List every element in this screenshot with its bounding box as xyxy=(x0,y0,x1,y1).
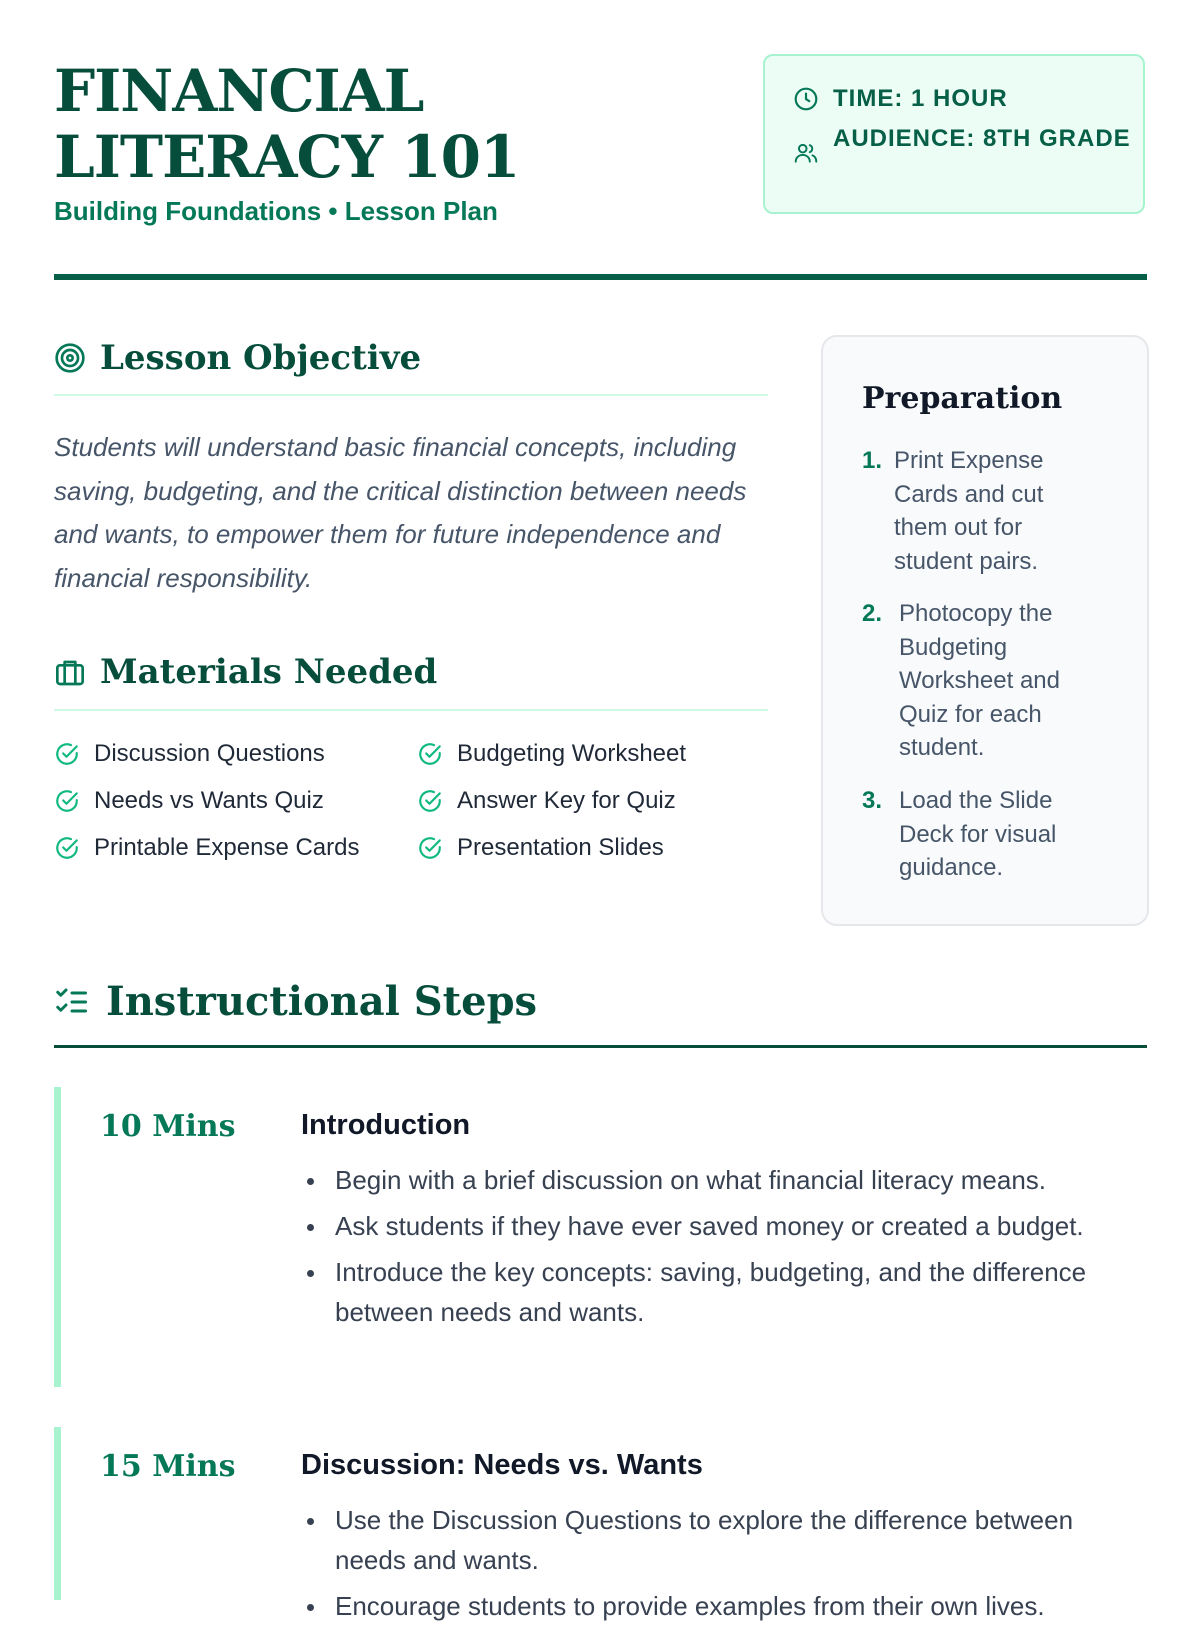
briefcase-icon xyxy=(54,656,86,688)
clock-icon xyxy=(793,86,819,112)
step-duration: 15 Mins xyxy=(100,1449,236,1484)
material-label: Answer Key for Quiz xyxy=(457,787,676,814)
steps-divider xyxy=(54,1045,1147,1048)
list-item: Ask students if they have ever saved money or created a budget. xyxy=(301,1206,1147,1246)
objective-title: Lesson Objective xyxy=(100,338,422,378)
list-item: Introduce the key concepts: saving, budgeting, and the difference between needs and wants. xyxy=(301,1252,1147,1332)
step-duration: 10 Mins xyxy=(100,1109,236,1144)
check-circle-icon xyxy=(417,835,443,861)
material-item xyxy=(54,787,324,815)
material-label: Needs vs Wants Quiz xyxy=(94,787,324,814)
step-title: Introduction xyxy=(301,1109,471,1141)
check-circle-icon xyxy=(54,788,80,814)
material-item xyxy=(417,740,686,768)
step-card xyxy=(54,1087,1147,1387)
material-item xyxy=(54,834,359,862)
objective-divider xyxy=(54,394,768,396)
preparation-number: 1. xyxy=(862,447,883,474)
material-label: Discussion Questions xyxy=(94,740,325,767)
list-item: Use the Discussion Questions to explore the difference between needs and wants. xyxy=(301,1500,1147,1580)
materials-divider xyxy=(54,709,768,711)
preparation-number: 2. xyxy=(862,600,883,627)
preparation-title: Preparation xyxy=(862,381,1063,416)
list-item: Begin with a brief discussion on what financial literacy means. xyxy=(301,1160,1147,1200)
preparation-text: Print Expense Cards and cut them out for student pairs. xyxy=(894,447,1044,575)
checklist-icon xyxy=(54,984,90,1020)
page-subtitle: Building Foundations • Lesson Plan xyxy=(54,196,498,226)
material-label: Presentation Slides xyxy=(457,834,664,861)
objective-text: Students will understand basic financial concepts, including saving, budgeting, and the critical distinction between needs and wants, to empower them for future independence and financial responsibility. xyxy=(54,432,747,593)
preparation-item xyxy=(862,784,1079,885)
target-icon xyxy=(54,342,86,374)
header-divider xyxy=(54,274,1147,280)
step-bullets xyxy=(301,1160,1147,1338)
step-accent-bar xyxy=(54,1427,61,1600)
preparation-text: Load the Slide Deck for visual guidance. xyxy=(899,787,1057,881)
material-item xyxy=(417,834,664,862)
step-title: Discussion: Needs vs. Wants xyxy=(301,1449,703,1481)
objective-heading xyxy=(54,338,421,378)
material-label: Budgeting Worksheet xyxy=(457,740,687,767)
step-card xyxy=(54,1427,1147,1621)
audience-row xyxy=(793,122,1133,166)
preparation-item xyxy=(862,597,1074,765)
materials-heading xyxy=(54,652,437,692)
steps-heading xyxy=(54,978,537,1025)
material-item xyxy=(54,740,325,768)
material-item xyxy=(417,787,676,815)
check-circle-icon xyxy=(54,835,80,861)
steps-title: Instructional Steps xyxy=(106,978,538,1025)
users-icon xyxy=(793,140,819,166)
lesson-meta-box xyxy=(763,54,1145,214)
list-item: Encourage students to provide examples from their own lives. xyxy=(301,1586,1147,1626)
time-row xyxy=(793,82,1133,115)
step-bullets xyxy=(301,1500,1147,1632)
preparation-number: 3. xyxy=(862,787,883,814)
preparation-text: Photocopy the Budgeting Worksheet and Quiz for each student. xyxy=(899,600,1060,761)
audience-label: AUDIENCE: 8TH GRADE xyxy=(833,125,1131,152)
time-label: TIME: 1 HOUR xyxy=(833,85,1008,112)
check-circle-icon xyxy=(54,741,80,767)
page-title: FINANCIAL LITERACY 101 xyxy=(54,57,520,191)
preparation-item xyxy=(862,444,1064,578)
header xyxy=(54,58,1147,278)
check-circle-icon xyxy=(417,788,443,814)
material-label: Printable Expense Cards xyxy=(94,834,360,861)
preparation-card xyxy=(821,335,1149,926)
check-circle-icon xyxy=(417,741,443,767)
materials-title: Materials Needed xyxy=(100,652,438,692)
step-accent-bar xyxy=(54,1087,61,1387)
